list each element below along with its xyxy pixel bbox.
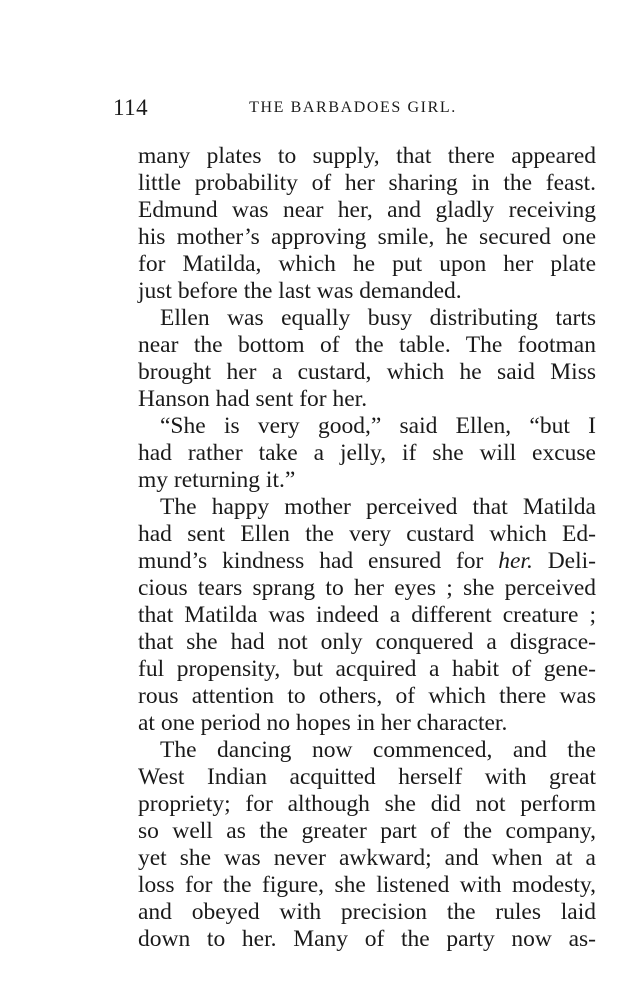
text-line: yet she was never awkward; and when at a (138, 845, 596, 871)
emphasized-word: her. (498, 548, 533, 574)
text-line: my returning it.” (138, 467, 296, 493)
text-line: at one period no hopes in her character. (138, 710, 508, 736)
text-line: so well as the greater part of the company, (138, 818, 596, 844)
page-header (113, 95, 593, 125)
running-title: THE BARBADOES GIRL. (249, 99, 457, 116)
text-line: just before the last was demanded. (138, 278, 462, 304)
text-line: propriety; for although she did not perform (138, 791, 596, 817)
text-line: loss for the figure, she listened with modesty, (138, 872, 596, 898)
text-line: down to her. Many of the party now as- (138, 926, 596, 952)
text-line: West Indian acquitted herself with great (138, 764, 596, 790)
text-line: Ellen was equally busy distributing tarts (160, 305, 596, 331)
page-number: 114 (113, 95, 149, 120)
text-line: brought her a custard, which he said Miss (138, 359, 596, 385)
text-line (138, 548, 596, 574)
text-line: near the bottom of the table. The footman (138, 332, 596, 358)
text-line: little probability of her sharing in the feast. (138, 170, 596, 196)
text-line: The happy mother perceived that Matilda (160, 494, 596, 520)
text-line: for Matilda, which he put upon her plate (138, 251, 596, 277)
text-segment: Deli- (532, 548, 596, 574)
text-line: that she had not only conquered a disgrace- (138, 629, 596, 655)
text-line: Edmund was near her, and gladly receiving (138, 197, 596, 223)
text-line: ful propensity, but acquired a habit of gene- (138, 656, 596, 682)
text-line: had sent Ellen the very custard which Ed- (138, 521, 596, 547)
text-segment: mund’s kindness had ensured for (138, 548, 484, 574)
text-line: had rather take a jelly, if she will excuse (138, 440, 596, 466)
text-line: many plates to supply, that there appeared (138, 143, 596, 169)
text-line: and obeyed with precision the rules laid (138, 899, 596, 925)
text-line: “She is very good,” said Ellen, “but I (160, 413, 596, 439)
text-line: Hanson had sent for her. (138, 386, 368, 412)
text-line: rous attention to others, of which there was (138, 683, 596, 709)
text-line: that Matilda was indeed a different creature ; (138, 602, 596, 628)
text-line: his mother’s approving smile, he secured one (138, 224, 596, 250)
text-line: cious tears sprang to her eyes ; she perceived (138, 575, 596, 601)
text-line: The dancing now commenced, and the (160, 737, 596, 763)
